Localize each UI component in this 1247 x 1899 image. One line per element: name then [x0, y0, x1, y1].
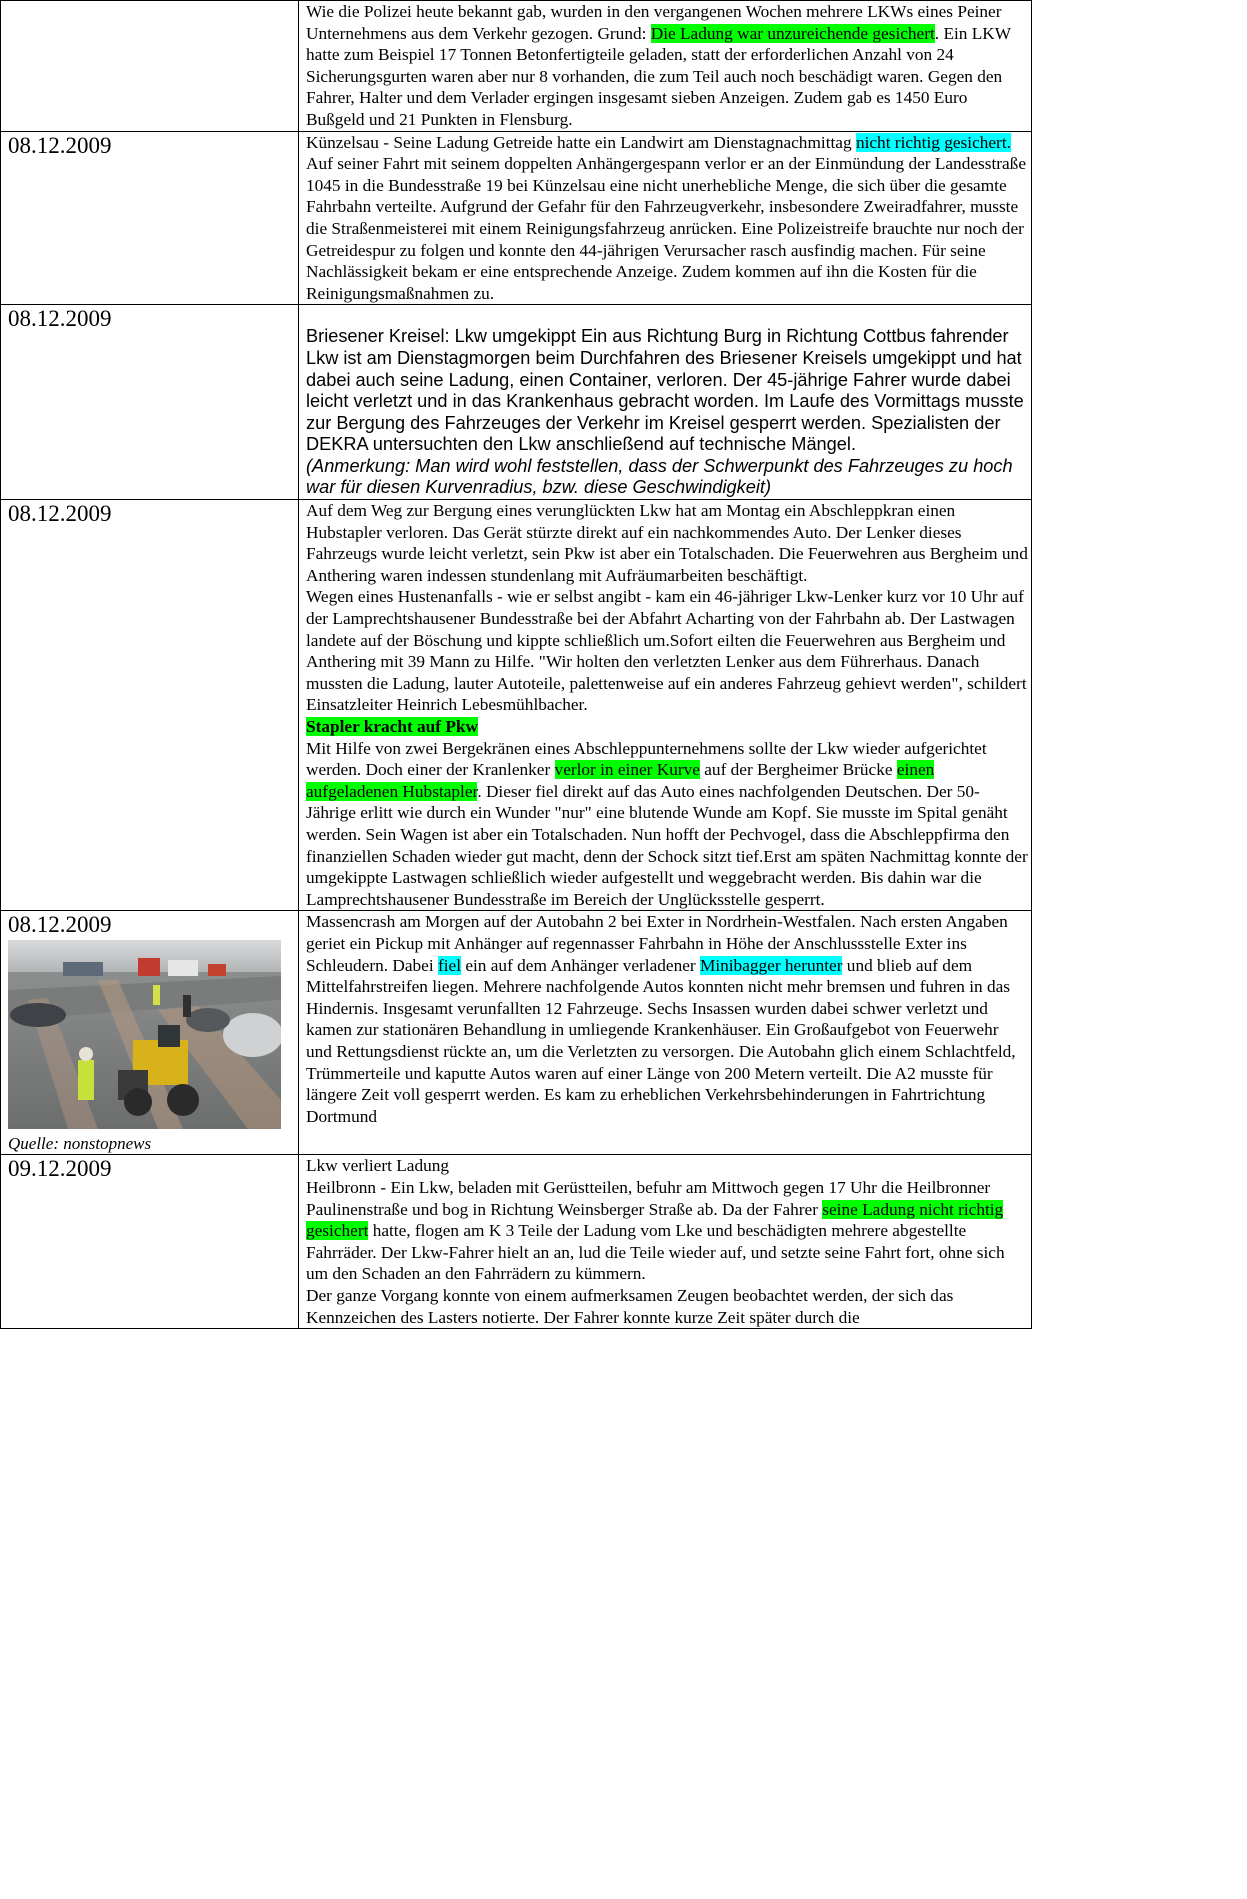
- article-paragraph: Auf dem Weg zur Bergung eines verunglückten Lkw hat am Montag ein Abschleppkran einen Hubstapler verloren. Das Gerät stürzte direkt auf ein nachkommendes Auto. Der Lenker dieses Fahrzeugs wurde leicht verletzt, sein Pkw ist aber ein Totalschaden. Die Feuerwehren aus Bergheim und Anthering waren indessen stundenlang mit Aufräumarbeiten beschäftigt.: [306, 501, 1028, 585]
- highlight-green: Die Ladung war unzureichende gesichert: [650, 23, 935, 43]
- article-text: ein auf dem Anhänger verladener: [461, 955, 700, 975]
- article-text: auf der Bergheimer Brücke: [699, 760, 897, 780]
- article-paragraph: [306, 1177, 1028, 1285]
- highlight-green: einen aufgeladenen Hubstapler: [306, 760, 935, 801]
- highlight-green: Stapler kracht auf Pkw: [306, 717, 479, 736]
- article-text: . Ein LKW hatte zum Beispiel 17 Tonnen Betonfertigteile geladen, statt der erforderlichen Anzahl von 24 Sicherungsgurten waren aber nur 8 vorhanden, die zum Teil auch noch beschädigt waren. Gegen den Fahrer, Halter und dem Verlader ergingen insgesamt sieben Anzeigen. Zudem gab es 1450 Euro Bußgeld und 21 Punkten in Flensburg.: [306, 23, 1011, 129]
- article-text: Heilbronn - Ein Lkw, beladen mit Gerüstteilen, befuhr am Mittwoch gegen 17 Uhr die Heilbronner Paulinenstraße und bog in Richtung Weinsberger Straße ab. Da der Fahrer: [306, 1177, 991, 1219]
- table-row: [1, 500, 1032, 911]
- blank-line: [306, 305, 1028, 326]
- photo-caption: Quelle: nonstopnews: [8, 1134, 152, 1154]
- date-cell: [1, 305, 299, 500]
- entry-date: 09.12.2009: [8, 1156, 112, 1182]
- table-row: [1, 305, 1032, 500]
- article-text: . Dieser fiel direkt auf das Auto eines nachfolgenden Deutschen. Der 50-Jährige erlitt wie durch ein Wunder "nur" eine blutende Wunde am Kopf. Sie musste im Spital genäht werden. Sein Wagen ist aber ein Totalschaden. Nun hofft der Pechvogel, dass die Abschleppfirma den finanziellen Schaden wieder gut macht, denn der Schock sitzt tief.Erst am späten Nachmittag konnte der umgekippte Lastwagen schließlich wieder aufgestellt und weggebracht werden. Bis dahin war die Lamprechtshausener Bundesstraße im Bereich der Unglücksstelle gesperrt.: [306, 781, 1028, 909]
- table-row: [1, 1155, 1032, 1329]
- article-title: Lkw verliert Ladung: [306, 1156, 450, 1176]
- article-cell: [299, 1155, 1032, 1329]
- article-paragraph: Wegen eines Hustenanfalls - wie er selbst angibt - kam ein 46-jähriger Lkw-Lenker kurz vor 10 Uhr auf der Lamprechtshausener Bundesstraße bei der Abfahrt Acharting von der Fahrbahn ab. Der Lastwagen landete auf der Böschung und kippte schließlich um.Sofort eilten die Feuerwehren aus Bergheim und Anthering mit 39 Mann zu Hilfe. "Wir holten den verletzten Lenker aus dem Führerhaus. Danach mussten die Ladung, lauter Autoteile, palettenweise auf ein anderes Fahrzeug gehievt werden", schildert Einsatzleiter Heinrich Lebesmühlbacher.: [306, 587, 1027, 715]
- article-paragraph: [306, 738, 1028, 911]
- accident-photo: [8, 940, 281, 1129]
- article-subheading: [306, 716, 1028, 738]
- article-cell: [299, 305, 1032, 500]
- article-text: Mit Hilfe von zwei Bergekränen eines Abschleppunternehmens sollte der Lkw wieder aufgerichtet werden. Doch einer der Kranlenker: [306, 738, 987, 780]
- article-cell: [299, 1, 1032, 132]
- highlight-green: verlor in einer Kurve: [554, 760, 700, 780]
- highlight-cyan: fiel: [437, 955, 461, 975]
- article-text: hatte, flogen am K 3 Teile der Ladung vom Lke und beschädigten mehrere abgestellte Fahrräder. Der Lkw-Fahrer hielt an an, lud die Teile wieder auf, und setzte seine Fahrt fort, ohne sich um den Schaden an den Fahrrädern zu kümmern.: [306, 1221, 1005, 1284]
- date-cell: [1, 131, 299, 305]
- article-text: Wie die Polizei heute bekannt gab, wurden in den vergangenen Wochen mehrere LKWs eines Peiner Unternehmens aus dem Verkehr gezogen. Grund:: [306, 2, 1002, 43]
- date-cell: [1, 1155, 299, 1329]
- entry-date: [8, 1, 295, 3]
- article-text: Auf seiner Fahrt mit seinem doppelten Anhängergespann verlor er an der Einmündung der Landesstraße 1045 in die Bundesstraße 19 bei Künzelsau eine nicht unerhebliche Menge, die sich über die gesamte Fahrbahn verteilte. Aufgrund der Gefahr für den Fahrzeugverkehr, insbesondere Zweiradfahrer, musste die Straßenmeisterei mit einem Reinigungsfahrzeug anrücken. Eine Polizeistreife brauchte nur noch der Getreidespur zu folgen und konnte den 44-jährigen Verursacher rasch ausfindig machen. Für seine Nachlässigkeit bekam er eine entsprechende Anzeige. Zudem kommen auf ihn die Kosten für die Reinigungsmaßnahmen zu.: [306, 154, 1026, 303]
- article-text: Künzelsau - Seine Ladung Getreide hatte ein Landwirt am Dienstagnachmittag: [306, 132, 856, 152]
- entry-date: 08.12.2009: [8, 912, 112, 938]
- date-cell: [1, 500, 299, 911]
- highlight-green: seine Ladung nicht richtig gesichert: [306, 1199, 1004, 1241]
- date-cell: [1, 911, 299, 1155]
- date-cell: [1, 1, 299, 132]
- article-text: Briesener Kreisel: Lkw umgekippt Ein aus Richtung Burg in Richtung Cottbus fahrender Lkw ist am Dienstagmorgen beim Durchfahren des Briesener Kreisels umgekippt und hat dabei auch seine Ladung, einen Container, verloren. Der 45-jährige Fahrer wurde dabei leicht verletzt und in das Krankenhaus gebracht worden. Im Laufe des Vormittags musste zur Bergung des Fahrzeuges der Verkehr im Kreisel gesperrt werden. Spezialisten der DEKRA untersuchten den Lkw anschließend auf technische Mängel.: [306, 326, 1024, 455]
- article-cell: [299, 500, 1032, 911]
- highlight-cyan: nicht richtig gesichert.: [855, 132, 1011, 152]
- article-cell: [299, 911, 1032, 1155]
- table-row: [1, 131, 1032, 305]
- entry-date: 08.12.2009: [8, 132, 112, 158]
- article-text: Massencrash am Morgen auf der Autobahn 2 bei Exter in Nordrhein-Westfalen. Nach ersten Angaben geriet ein Pickup mit Anhänger auf regennasser Fahrbahn in Höhe der Anschlussstelle Exter ins Schleudern. Dabei: [306, 912, 1008, 975]
- entry-date: 08.12.2009: [8, 306, 112, 332]
- table-row: [1, 911, 1032, 1155]
- entry-date: 08.12.2009: [8, 501, 112, 527]
- article-text: und blieb auf dem Mittelfahrstreifen liegen. Mehrere nachfolgende Autos konnten nicht mehr bremsen und fuhren in das Hindernis. Insgesamt verunfallten 12 Fahrzeuge. Sechs Insassen wurden dabei schwer verletzt und kamen zur stationären Behandlung in umliegende Krankenhäuser. Ein Großaufgebot von Feuerwehr und Rettungsdienst rückte an, um die Verletzten zu versorgen. Die Autobahn glich einem Schlachtfeld, Trümmerteile und kaputte Autos waren auf einer Länge von 200 Metern verteilt. Die A2 musste für längere Zeit voll gesperrt werden. Es kam zu erheblichen Verkehrsbehinderungen in Fahrtrichtung Dortmund: [306, 955, 1016, 1126]
- article-note: (Anmerkung: Man wird wohl feststellen, dass der Schwerpunkt des Fahrzeuges zu hoch war für diesen Kurvenradius, bzw. diese Geschwindigkeit): [306, 455, 1013, 498]
- highlight-cyan: Minibagger herunter: [699, 955, 843, 975]
- article-cell: [299, 131, 1032, 305]
- article-paragraph: Der ganze Vorgang konnte von einem aufmerksamen Zeugen beobachtet werden, der sich das Kennzeichen des Lasters notierte. Der Fahrer konnte kurze Zeit später durch die: [306, 1285, 954, 1327]
- table-row: [1, 1, 1032, 132]
